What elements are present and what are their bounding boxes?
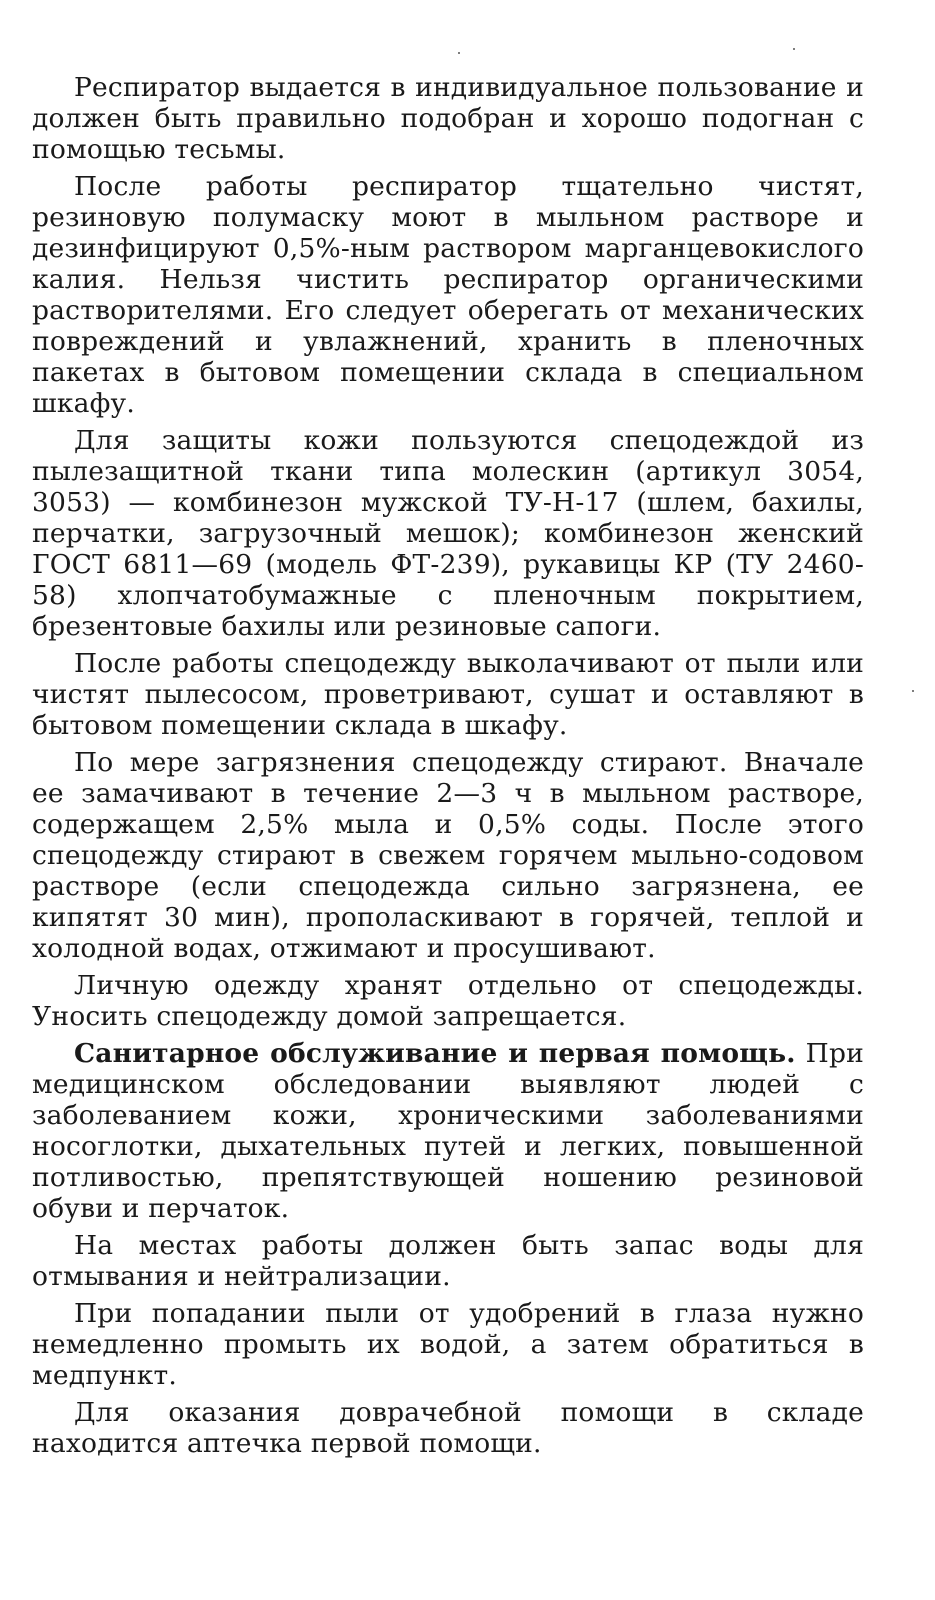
paragraph-respirator-issue: Респиратор выдается в индивидуальное пользование и должен быть правильно подобран и хорошо подогнан с помощью тесьмы. (32, 72, 864, 165)
paragraph-workwear-washing: По мере загрязнения спецодежду стирают. Вначале ее замачивают в течение 2—3 ч в мыльном растворе, содержащем 2,5% мыла и 0,5% соды. После этого спецодежду стирают в свежем горячем мыльно-содовом растворе (если спецодежда сильно загрязнена, ее кипятят 30 мин), прополаскивают в горячей, теплой и холодной водах, отжимают и просушивают. (32, 747, 864, 964)
section-heading-sanitary: Санитарное обслуживание и первая помощь. (74, 1038, 796, 1069)
paragraph-skin-protection: Для защиты кожи пользуются спецодеждой из пылезащитной ткани типа молескин (артикул 3054, 3053) — комбинезон мужской ТУ-Н-17 (шлем, бахилы, перчатки, загрузочный мешок); комбинезон женский ГОСТ 6811—69 (модель ФТ-239), рукавицы КР (ТУ 2460-58) хлопчатобумажные с пленочным покрытием, брезентовые бахилы или резиновые сапоги. (32, 425, 864, 642)
scan-speck (458, 52, 460, 54)
paragraph-personal-clothing: Личную одежду хранят отдельно от спецодежды. Уносить спецодежду домой запрещается. (32, 970, 864, 1032)
paragraph-workwear-cleaning: После работы спецодежду выколачивают от пыли или чистят пылесосом, проветривают, сушат и оставляют в бытовом помещении склада в шкафу. (32, 648, 864, 741)
paragraph-sanitary-service (32, 1038, 864, 1224)
paragraph-eye-first-aid: При попадании пыли от удобрений в глаза нужно немедленно промыть их водой, а затем обратиться в медпункт. (32, 1298, 864, 1391)
paragraph-sanitary-text: При медицинском обследовании выявляют людей с заболеванием кожи, хроническими заболеваниями носоглотки, дыхательных путей и легких, повышенной потливостью, препятствующей ношению резиновой обуви и перчаток. (32, 1038, 864, 1224)
paragraph-first-aid-kit: Для оказания доврачебной помощи в складе находится аптечка первой помощи. (32, 1397, 864, 1459)
scan-speck (912, 690, 914, 692)
paragraph-respirator-cleaning: После работы респиратор тщательно чистят, резиновую полумаску моют в мыльном растворе и дезинфицируют 0,5%-ным раствором марганцевокислого калия. Нельзя чистить респиратор органическими растворителями. Его следует оберегать от механических повреждений и увлажнений, хранить в пленочных пакетах в бытовом помещении склада в специальном шкафу. (32, 171, 864, 419)
scan-speck (793, 48, 795, 50)
document-page (32, 72, 864, 1465)
paragraph-water-supply: На местах работы должен быть запас воды для отмывания и нейтрализации. (32, 1230, 864, 1292)
